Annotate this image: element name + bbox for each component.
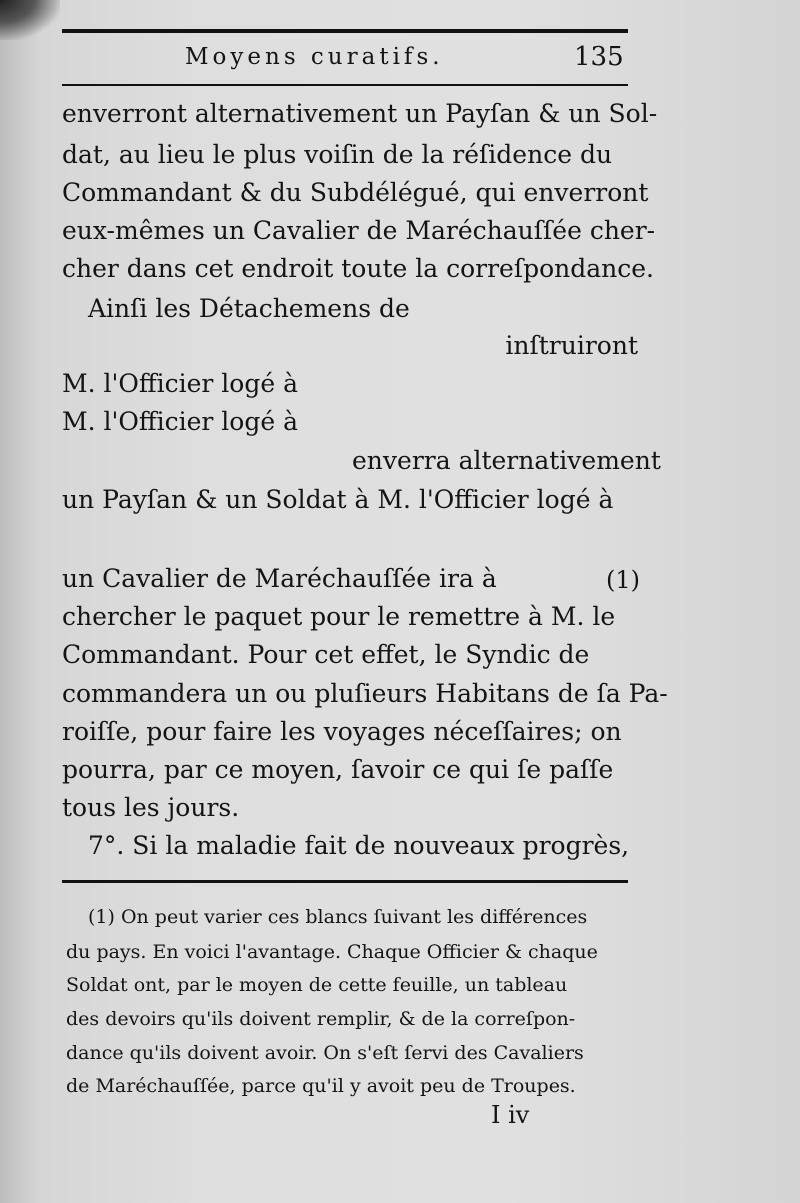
footnote-rule — [62, 880, 628, 883]
footnote-line: du pays. En voici l'avantage. Chaque Officier & chaque — [66, 941, 598, 963]
page-corner-shadow — [0, 0, 60, 40]
body-line: commandera un ou pluſieurs Habitans de ſa Pa- — [62, 679, 668, 708]
body-line: dat, au lieu le plus voiſin de la réſidence du — [62, 140, 613, 169]
body-line: Commandant & du Subdélégué, qui enverront — [62, 178, 649, 207]
footnote-line: des devoirs qu'ils doivent remplir, & de la correſpon- — [66, 1008, 576, 1030]
form-cavalier-line: un Cavalier de Maréchauſſée ira à — [62, 564, 497, 593]
point-seven: 7°. Si la maladie fait de nouveaux progrès, — [88, 831, 630, 860]
signature-mark: I iv — [491, 1101, 530, 1129]
body-line: eux-mêmes un Cavalier de Maréchauſſée cher- — [62, 216, 656, 245]
body-line: tous les jours. — [62, 793, 240, 822]
page-number: 135 — [574, 42, 624, 72]
body-line: Commandant. Pour cet effet, le Syndic de — [62, 640, 590, 669]
header-rule-top — [62, 29, 628, 33]
form-officier-line: M. l'Officier logé à — [62, 407, 298, 436]
body-line: roiſſe, pour faire les voyages néceſſaires; on — [62, 717, 622, 746]
footnote-line: (1) On peut varier ces blancs ſuivant les différences — [88, 906, 588, 928]
footnote-reference: (1) — [606, 566, 640, 594]
form-instruiront: inſtruiront — [505, 331, 638, 360]
form-enverra: enverra alternativement — [352, 446, 661, 475]
footnote-line: dance qu'ils doivent avoir. On s'eſt ſervi des Cavaliers — [66, 1042, 584, 1064]
body-line: enverront alternativement un Payſan & un Sol- — [62, 99, 658, 128]
form-ainsi-line: Ainſi les Détachemens de — [88, 294, 410, 323]
footnote-line: Soldat ont, par le moyen de cette feuille, un tableau — [66, 974, 568, 996]
header-rule-bottom — [62, 84, 628, 86]
body-line: chercher le paquet pour le remettre à M. le — [62, 602, 616, 631]
footnote-line: de Maréchauſſée, parce qu'il y avoit peu de Troupes. — [66, 1075, 576, 1097]
running-head-title: Moyens curatifs. — [185, 44, 444, 70]
form-paysan-line: un Payſan & un Soldat à M. l'Officier logé à — [62, 485, 614, 514]
form-officier-line: M. l'Officier logé à — [62, 369, 298, 398]
body-line: pourra, par ce moyen, ſavoir ce qui ſe paſſe — [62, 755, 614, 784]
body-line: cher dans cet endroit toute la correſpondance. — [62, 254, 655, 283]
